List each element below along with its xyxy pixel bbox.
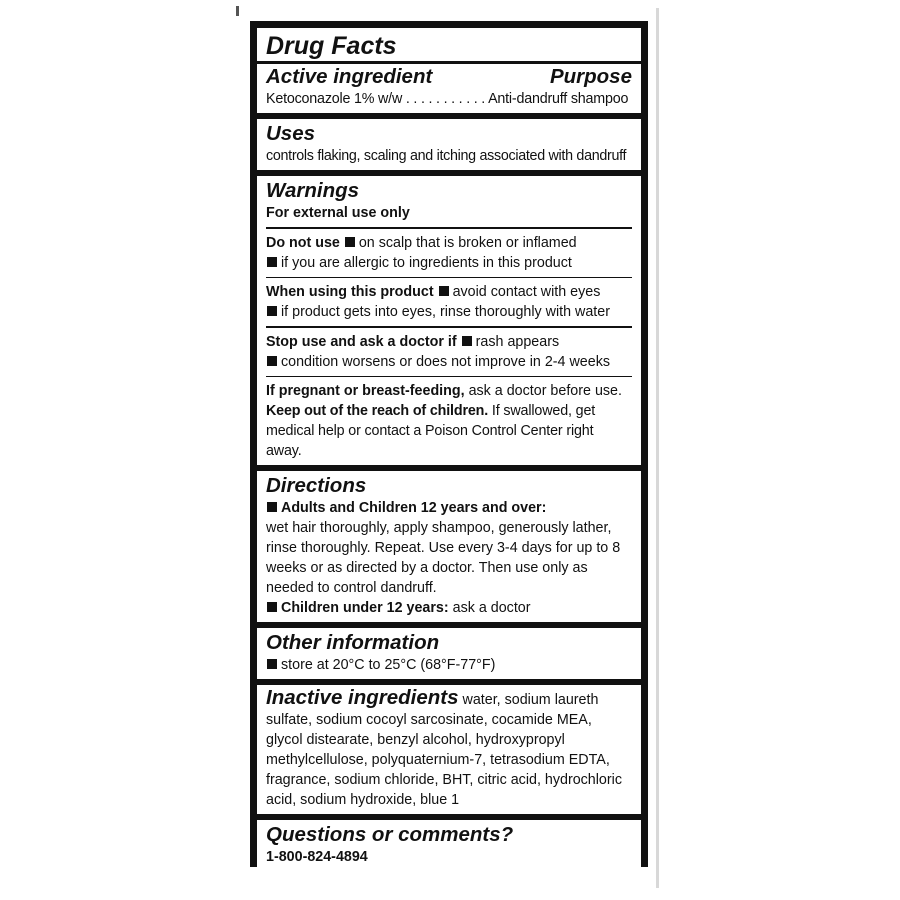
stop-use-label: Stop use and ask a doctor if — [266, 333, 457, 350]
warnings-divider — [266, 376, 632, 378]
stop-use-item: rash appears — [475, 333, 560, 350]
bullet-square-icon — [267, 257, 277, 267]
children-text: If swallowed, get medical help or contact a Poison Control Center right away. — [266, 403, 596, 459]
package-edge-left — [236, 6, 239, 16]
children-directions-label: Children under 12 years: — [281, 600, 449, 616]
bullet-square-icon — [267, 659, 277, 669]
bullet-square-icon — [462, 336, 472, 346]
other-information-heading: Other information — [266, 631, 440, 654]
drug-facts-panel — [250, 21, 648, 867]
title-rule — [257, 61, 641, 64]
pregnancy-warning — [266, 381, 632, 401]
children-label: Keep out of the reach of children. — [266, 403, 489, 419]
section-other-information — [257, 628, 641, 679]
purpose-heading: Purpose — [549, 65, 632, 88]
warnings-divider — [266, 227, 632, 229]
inactive-ingredients-heading: Inactive ingredients — [266, 686, 459, 709]
bullet-square-icon — [439, 286, 449, 296]
questions-heading: Questions or comments? — [266, 823, 514, 846]
section-questions — [257, 820, 641, 871]
children-warning — [266, 401, 632, 461]
do-not-use-line-1 — [266, 233, 632, 253]
stop-use-line-2 — [266, 352, 632, 372]
do-not-use-line-2 — [266, 253, 632, 273]
external-use-line: For external use only — [266, 205, 410, 221]
directions-heading: Directions — [266, 474, 367, 497]
section-active-ingredient — [257, 28, 641, 113]
uses-heading: Uses — [266, 122, 316, 145]
ingredient-purpose: Anti-dandruff shampoo — [488, 91, 629, 107]
do-not-use-label: Do not use — [266, 234, 340, 251]
when-using-line-1 — [266, 282, 632, 302]
pregnancy-label: If pregnant or breast-feeding, — [266, 383, 465, 399]
section-inactive-ingredients — [257, 685, 641, 814]
section-directions — [257, 471, 641, 622]
when-using-label: When using this product — [266, 284, 434, 300]
do-not-use-item: on scalp that is broken or inflamed — [358, 234, 577, 251]
bullet-square-icon — [267, 306, 277, 316]
storage-line — [266, 655, 632, 675]
section-uses — [257, 119, 641, 170]
inactive-ingredients-text: water, sodium laureth sulfate, sodium cocoyl sarcosinate, cocamide MEA, glycol distearate, benzyl alcohol, hydroxypropyl methylcellulose, polyquaternium-7, tetrasodium EDTA, fragrance, sodium chloride, BHT, citric acid, hydrochloric acid, sodium hydroxide, blue 1 — [266, 692, 622, 808]
ingredient-name: Ketoconazole 1% w/w — [266, 91, 403, 107]
pregnancy-text: ask a doctor before use. — [468, 383, 622, 399]
drug-facts-title: Drug Facts — [266, 32, 397, 60]
dot-leader: . . . . . . . . . . . — [405, 91, 486, 107]
stop-use-item: condition worsens or does not improve in 2-4 weeks — [281, 353, 610, 370]
active-ingredient-header — [266, 65, 632, 89]
stop-use-line-1 — [266, 332, 632, 352]
children-directions-line — [266, 598, 632, 618]
adults-text: wet hair thoroughly, apply shampoo, generously lather, rinse thoroughly. Repeat. Use every 3-4 days for up to 8 weeks or as directed by a doctor. Then use only as needed to control dandruff. — [266, 520, 621, 596]
active-ingredient-line — [266, 89, 632, 109]
bullet-square-icon — [267, 356, 277, 366]
adults-line — [266, 498, 632, 518]
warnings-heading: Warnings — [266, 179, 360, 202]
section-warnings — [257, 176, 641, 465]
phone-number: 1-800-824-4894 — [266, 849, 368, 865]
when-using-line-2 — [266, 302, 632, 322]
adults-label: Adults and Children 12 years and over: — [281, 500, 547, 516]
storage-text: store at 20°C to 25°C (68°F-77°F) — [281, 657, 496, 673]
uses-text: controls flaking, scaling and itching associated with dandruff — [266, 148, 627, 164]
inactive-ingredients-block — [266, 688, 632, 810]
children-directions-text: ask a doctor — [452, 600, 531, 616]
bullet-square-icon — [267, 502, 277, 512]
bullet-square-icon — [345, 237, 355, 247]
when-using-item: avoid contact with eyes — [452, 284, 601, 300]
do-not-use-item: if you are allergic to ingredients in this product — [281, 254, 572, 271]
package-edge-right — [656, 8, 659, 888]
bullet-square-icon — [267, 602, 277, 612]
active-ingredient-heading: Active ingredient — [266, 65, 433, 88]
warnings-divider — [266, 277, 632, 279]
warnings-divider — [266, 326, 632, 328]
when-using-item: if product gets into eyes, rinse thoroughly with water — [281, 304, 610, 320]
